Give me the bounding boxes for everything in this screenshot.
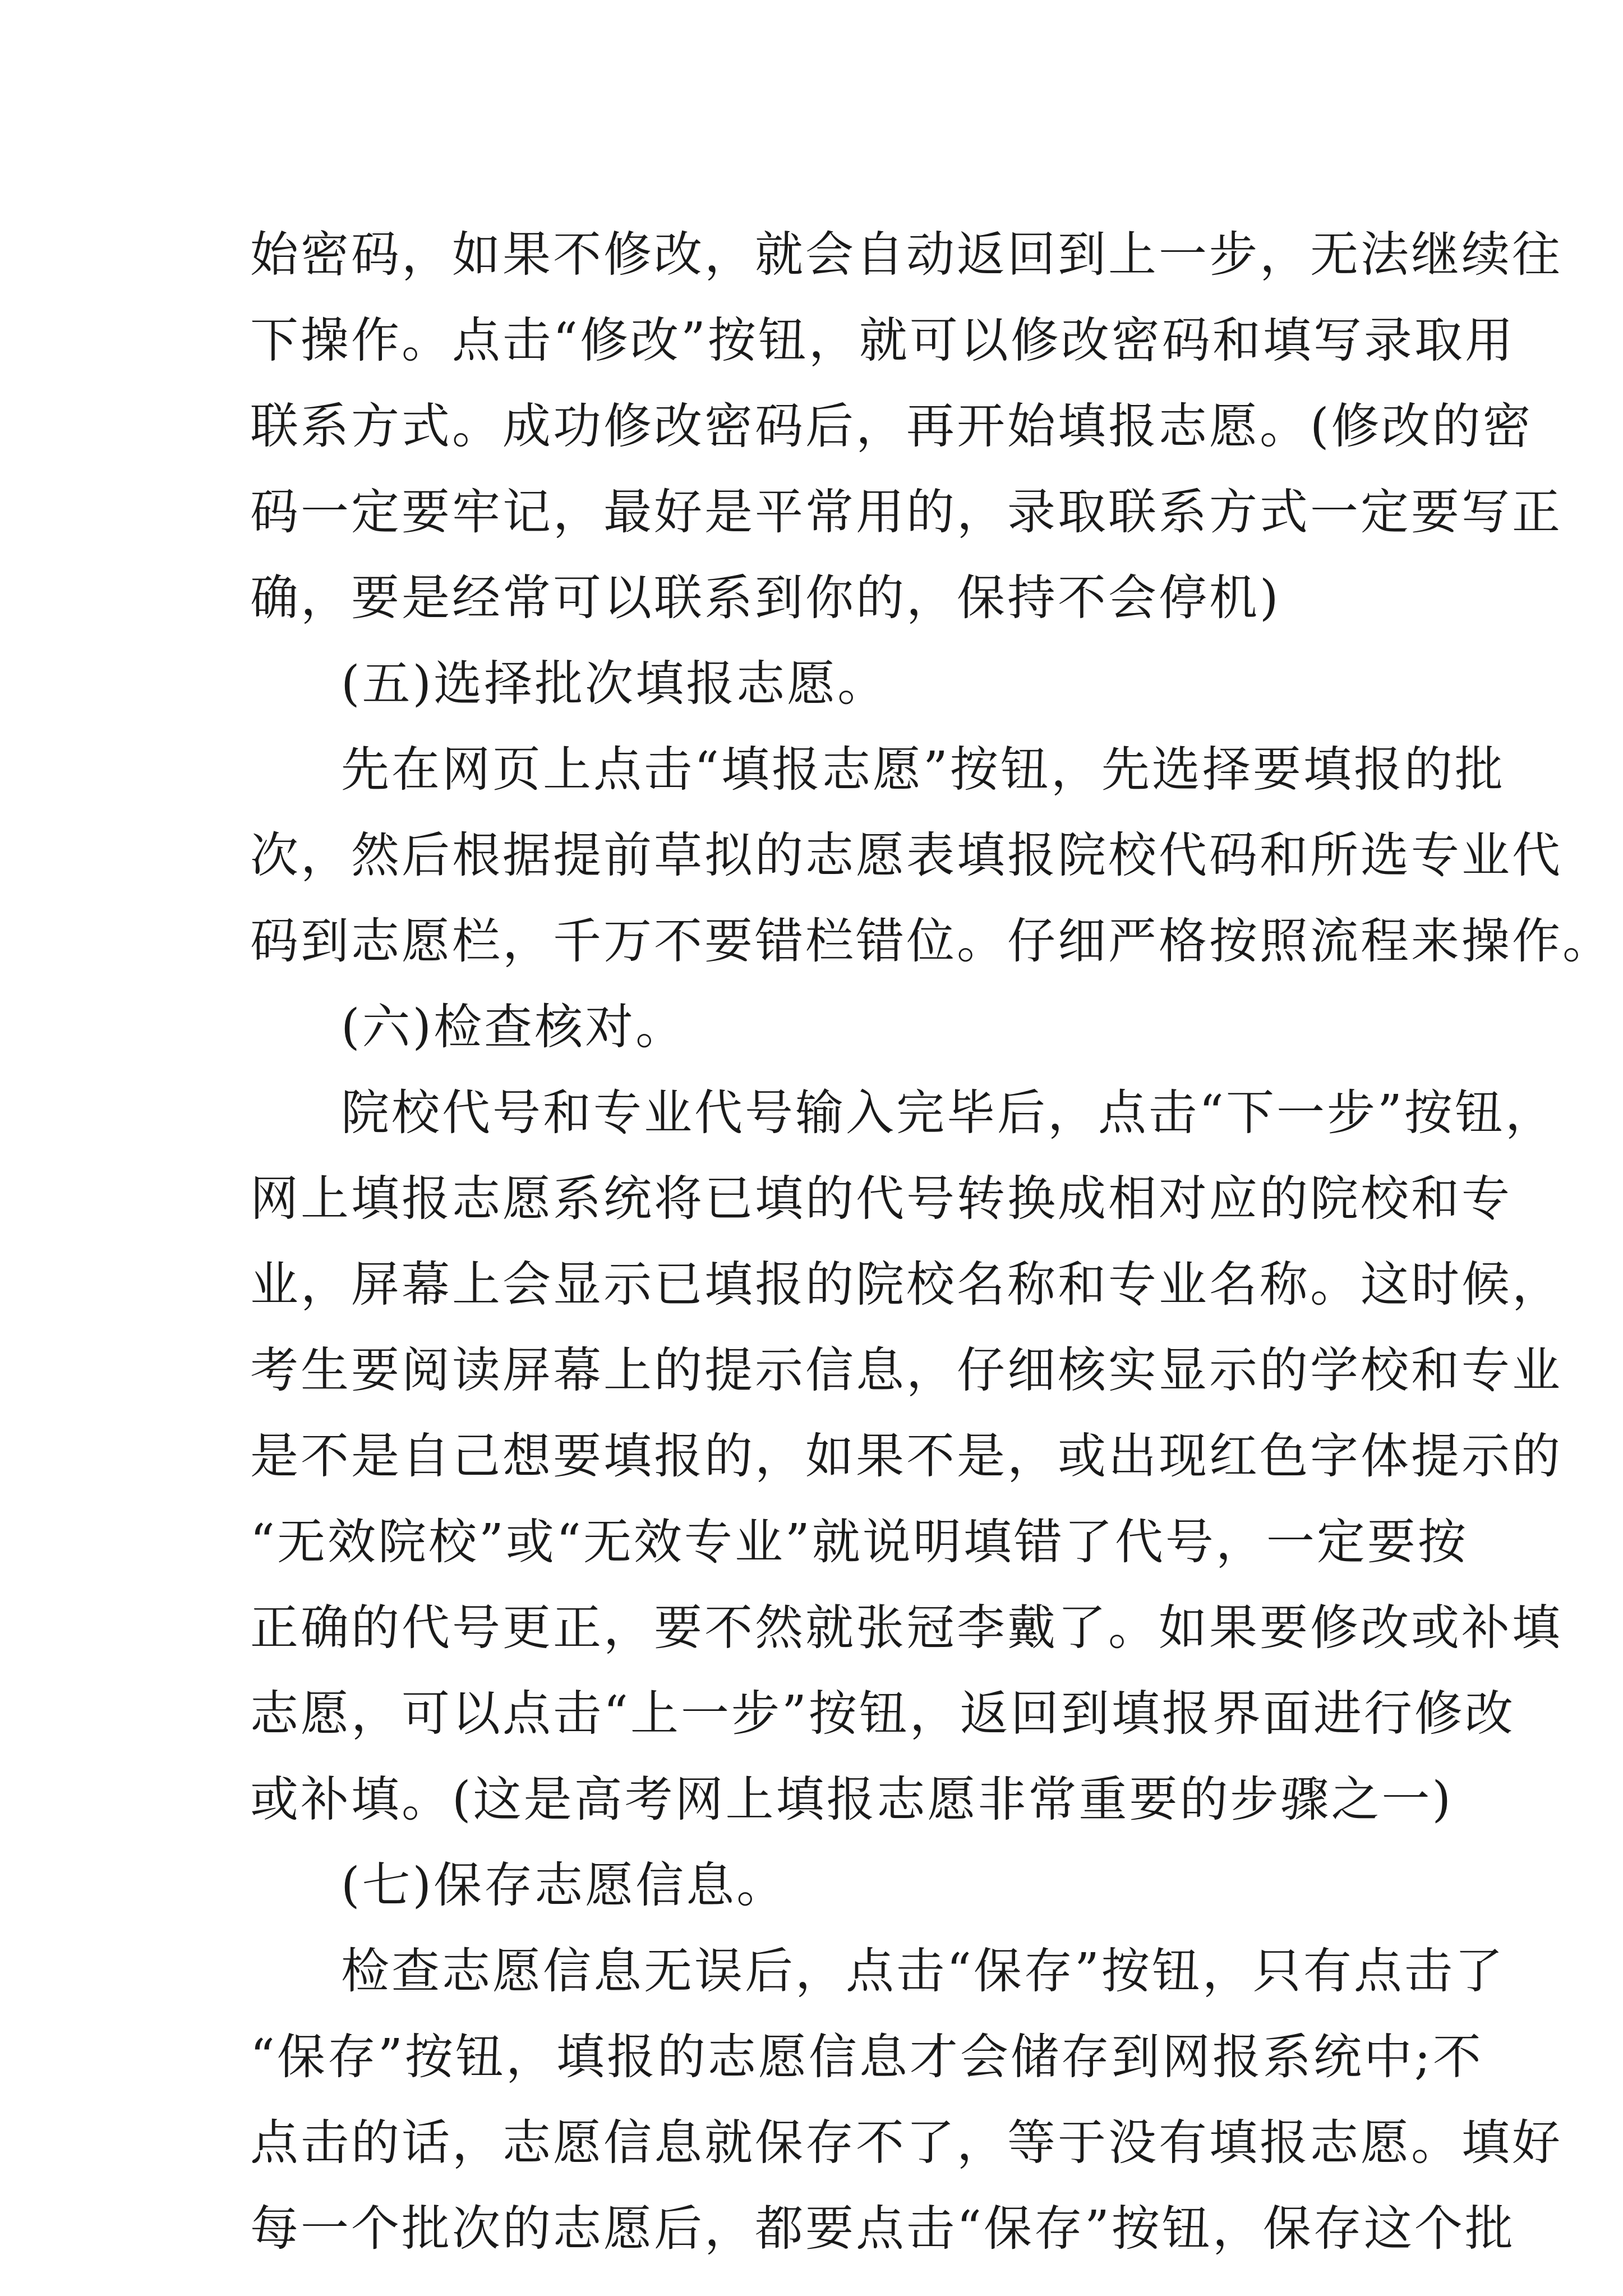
text-line: 码一定要牢记，最好是平常用的，录取联系方式一定要写正 [250,484,1562,540]
text-line: 网上填报志愿系统将已填的代号转换成相对应的院校和专 [250,1171,1512,1227]
text-line: 正确的代号更正，要不然就张冠李戴了。如果要修改或补填 [250,1600,1562,1656]
text-line: 检查志愿信息无误后，点击“保存”按钮，只有点击了 [341,1943,1505,1999]
section-heading: (五)选择批次填报志愿。 [341,656,888,712]
text-line: 次，然后根据提前草拟的志愿表填报院校代码和所选专业代 [250,827,1562,884]
text-line: 院校代号和专业代号输入完毕后，点击“下一步”按钮， [341,1085,1556,1141]
text-line: 点击的话，志愿信息就保存不了，等于没有填报志愿。填好 [250,2115,1562,2171]
text-line: 每一个批次的志愿后，都要点击“保存”按钮，保存这个批 [250,2201,1515,2257]
section-heading: (七)保存志愿信息。 [341,1857,787,1913]
text-line: 始密码，如果不修改，就会自动返回到上一步，无法继续往 [250,227,1562,283]
text-line: “保存”按钮，填报的志愿信息才会储存到网报系统中;不 [250,2029,1483,2085]
text-line: 下操作。点击“修改”按钮，就可以修改密码和填写录取用 [250,312,1515,369]
text-line: 志愿，可以点击“上一步”按钮，返回到填报界面进行修改 [250,1686,1515,1742]
text-line: 码到志愿栏，千万不要错栏错位。仔细严格按照流程来操作。 [250,913,1613,969]
text-line: 联系方式。成功修改密码后，再开始填报志愿。(修改的密 [250,398,1533,454]
section-heading: (六)检查核对。 [341,999,686,1055]
text-line: 先在网页上点击“填报志愿”按钮，先选择要填报的批 [341,742,1505,798]
text-line: 或补填。(这是高考网上填报志愿非常重要的步骤之一) [250,1772,1454,1828]
body-text [250,212,1613,2272]
text-line: 业，屏幕上会显示已填报的院校名称和专业名称。这时候， [250,1257,1562,1313]
text-line: “无效院校”或“无效专业”就说明填错了代号，一定要按 [250,1514,1468,1570]
text-line: 是不是自己想要填报的，如果不是，或出现红色字体提示的 [250,1428,1562,1484]
text-line: 确，要是经常可以联系到你的，保持不会停机) [250,570,1281,626]
text-line: 考生要阅读屏幕上的提示信息，仔细核实显示的学校和专业 [250,1342,1562,1398]
